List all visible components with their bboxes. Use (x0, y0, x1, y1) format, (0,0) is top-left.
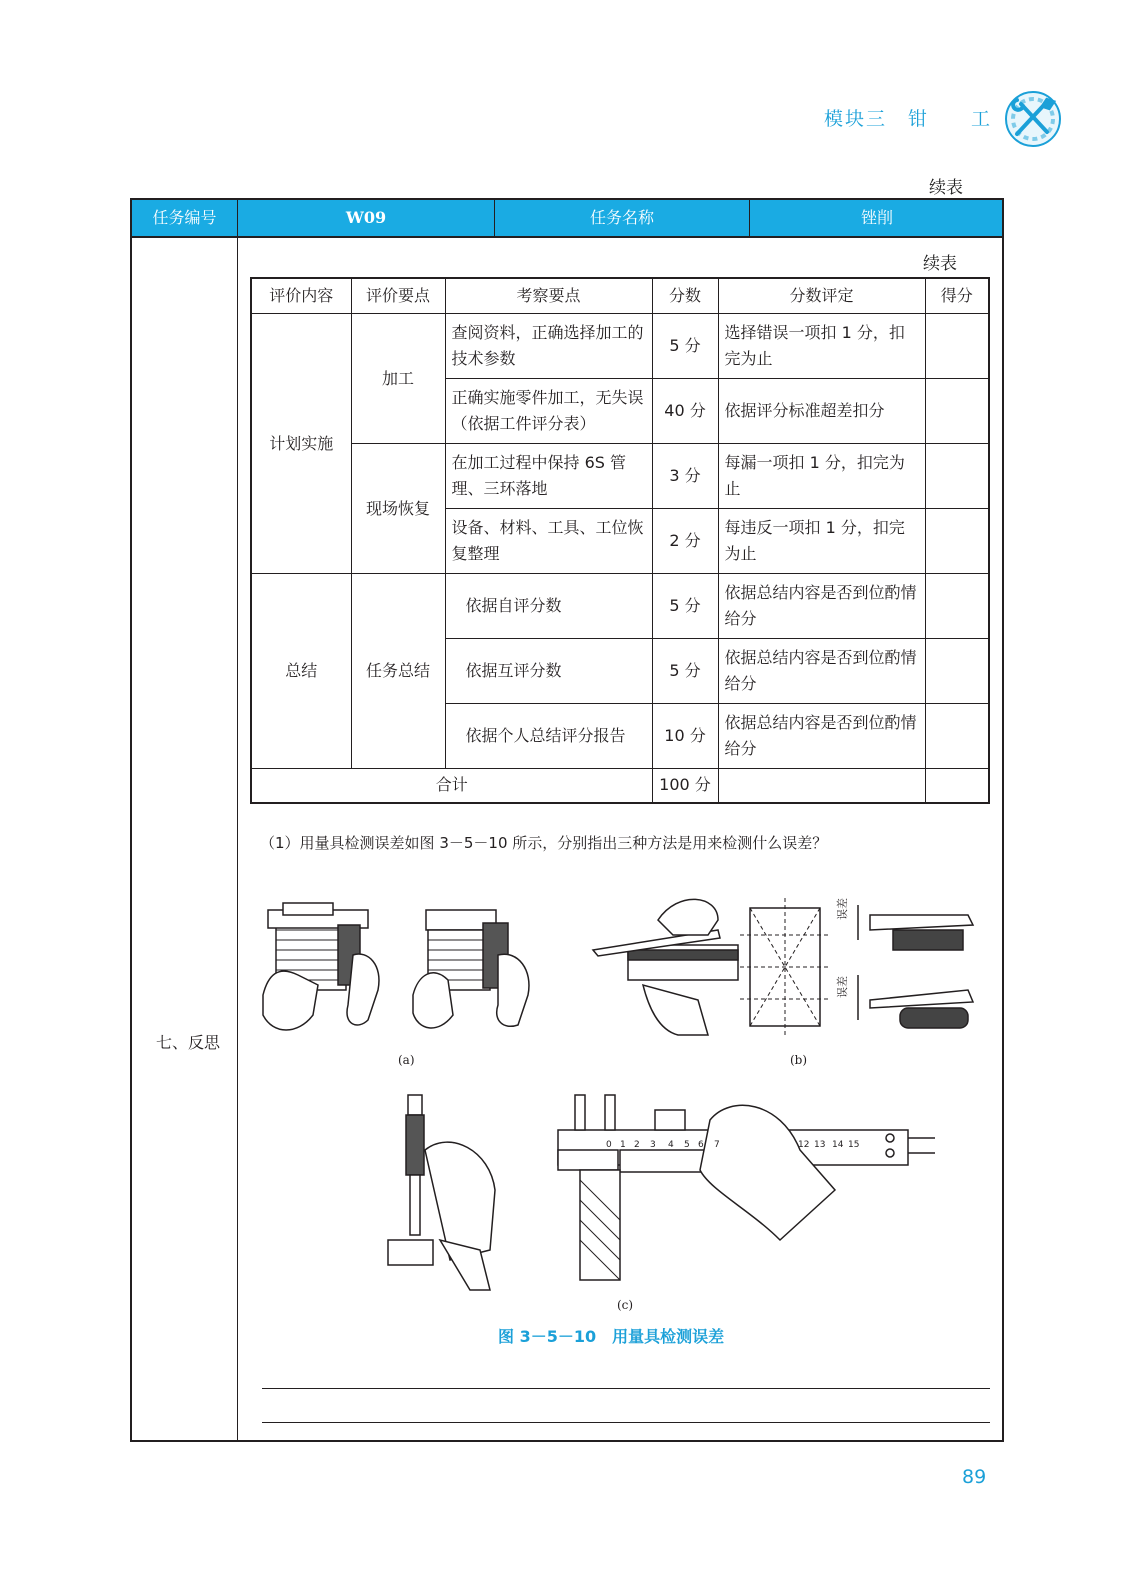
error-label-top: 误差 (836, 898, 849, 920)
subcategory-cell: 任务总结 (351, 574, 445, 769)
error-label-bottom: 误差 (836, 976, 849, 998)
rule-cell: 选择错误一项扣 1 分，扣完为止 (718, 314, 925, 379)
figure-c-label: (c) (617, 1298, 634, 1312)
wrench-gear-icon (1003, 90, 1063, 148)
task-number-label: 任务编号 (152, 208, 217, 227)
point-cell: 依据互评分数 (445, 639, 652, 704)
reflection-question: （1）用量具检测误差如图 3－5－10 所示，分别指出三种方法是用来检测什么误差？ (260, 834, 828, 852)
score-cell: 3 分 (652, 444, 718, 509)
task-name: 锉削 (860, 208, 893, 227)
reflection-label: 七、反思 (156, 1033, 221, 1052)
point-cell: 查阅资料，正确选择加工的技术参数 (445, 314, 652, 379)
point-cell: 正确实施零件加工，无失误（依据工件评分表） (445, 379, 652, 444)
continued-label: 续表 (929, 178, 963, 198)
point-cell: 设备、材料、工具、工位恢复整理 (445, 509, 652, 574)
scale-tick: 5 (684, 1140, 690, 1150)
result-cell[interactable] (925, 379, 989, 444)
total-row (251, 769, 989, 803)
task-name-label: 任务名称 (589, 208, 654, 227)
col-header: 分数 (652, 278, 718, 314)
result-cell[interactable] (925, 574, 989, 639)
point-cell: 依据个人总结评分报告 (445, 704, 652, 769)
rule-cell: 依据评分标准超差扣分 (718, 379, 925, 444)
col-header: 评价内容 (251, 278, 351, 314)
scale-tick: 6 (698, 1140, 704, 1150)
result-cell[interactable] (925, 509, 989, 574)
task-header-bar (132, 200, 1002, 238)
table-row (251, 574, 989, 639)
result-cell[interactable] (925, 314, 989, 379)
category-cell: 总结 (251, 574, 351, 769)
figure-b-label: (b) (790, 1053, 808, 1067)
continued-label-inner: 续表 (923, 254, 957, 274)
scale-tick: 14 (832, 1140, 844, 1150)
subcategory-cell: 加工 (351, 314, 445, 444)
scale-tick: 15 (848, 1140, 860, 1150)
scale-tick: 7 (714, 1140, 720, 1150)
col-header: 评价要点 (351, 278, 445, 314)
figure-caption: 图 3－5－10 用量具检测误差 (498, 1327, 725, 1346)
category-cell: 计划实施 (251, 314, 351, 574)
scale-tick: 4 (668, 1140, 674, 1150)
rule-cell: 每漏一项扣 1 分，扣完为止 (718, 444, 925, 509)
rule-cell: 依据总结内容是否到位酌情给分 (718, 574, 925, 639)
scale-tick: 2 (634, 1140, 640, 1150)
answer-line[interactable] (262, 1422, 990, 1423)
left-column-divider (237, 236, 238, 1442)
total-score: 100 分 (652, 769, 718, 803)
answer-line[interactable] (262, 1388, 990, 1389)
scale-tick: 13 (814, 1140, 826, 1150)
subcategory-cell: 现场恢复 (351, 444, 445, 574)
rule-cell: 依据总结内容是否到位酌情给分 (718, 639, 925, 704)
score-cell: 2 分 (652, 509, 718, 574)
chapter-title: 模块三 钳 工 (823, 108, 992, 130)
table-row (251, 444, 989, 509)
col-header: 考察要点 (445, 278, 652, 314)
scale-tick: 0 (606, 1140, 612, 1150)
score-cell: 40 分 (652, 379, 718, 444)
scale-tick: 3 (650, 1140, 656, 1150)
figure-a-label: (a) (398, 1053, 415, 1067)
scale-tick: 1 (620, 1140, 626, 1150)
score-cell: 5 分 (652, 574, 718, 639)
table-header-row (251, 278, 989, 314)
result-cell[interactable] (925, 704, 989, 769)
rule-cell: 依据总结内容是否到位酌情给分 (718, 704, 925, 769)
total-label: 合计 (251, 769, 652, 803)
result-cell[interactable] (925, 444, 989, 509)
point-cell: 依据自评分数 (445, 574, 652, 639)
col-header: 得分 (925, 278, 989, 314)
rule-cell: 每违反一项扣 1 分，扣完为止 (718, 509, 925, 574)
scale-tick: 12 (798, 1140, 810, 1150)
figure-a-illustration (258, 895, 558, 1040)
col-header: 分数评定 (718, 278, 925, 314)
score-cell: 10 分 (652, 704, 718, 769)
figure-c-illustration (380, 1090, 940, 1300)
result-cell[interactable] (925, 769, 989, 803)
figure-b-illustration (588, 890, 983, 1040)
point-cell: 在加工过程中保持 6S 管理、三环落地 (445, 444, 652, 509)
score-cell: 5 分 (652, 639, 718, 704)
table-row (251, 314, 989, 379)
page-number: 89 (962, 1466, 987, 1488)
task-number: W09 (345, 208, 387, 227)
score-cell: 5 分 (652, 314, 718, 379)
evaluation-table (250, 277, 990, 804)
result-cell[interactable] (718, 769, 925, 803)
result-cell[interactable] (925, 639, 989, 704)
